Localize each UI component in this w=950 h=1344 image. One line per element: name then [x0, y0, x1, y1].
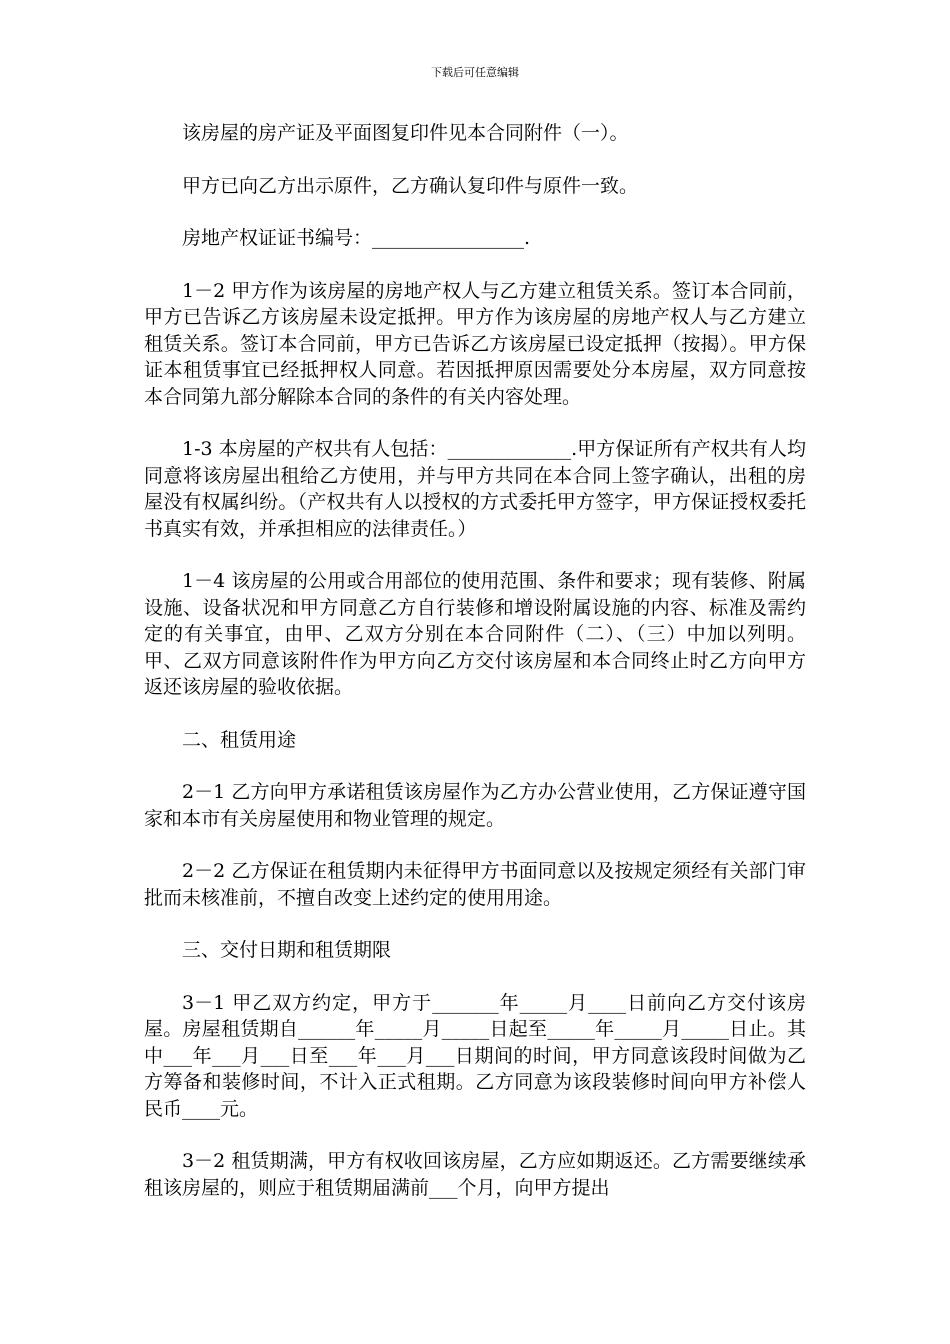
paragraph-2-1: 2－1 乙方向甲方承诺租赁该房屋作为乙方办公营业使用，乙方保证遵守国家和本市有关房屋使用和物业管理的规定。 [144, 781, 806, 830]
paragraph-1-2: 1－2 甲方作为该房屋的房地产权人与乙方建立租赁关系。签订本合同前，甲方已告诉乙方该房屋未设定抵押。甲方作为该房屋的房地产权人与乙方建立租赁关系。签订本合同前，甲方已告诉乙方该房屋已设定抵押（按揭）。甲方保证本租赁事宜已经抵押权人同意。若因抵押原因需要处分本房屋，双方同意按本合同第九部分解除本合同的条件的有关内容处理。 [144, 279, 806, 408]
paragraph-3-1: 3－1 甲乙双方约定，甲方于_______年_____月____日前向乙方交付该房屋。房屋租赁期自______年_____月_____日起至_____年_____月_____日止。其中___年___月___日至___年___月___日期间的时间，甲方同意该段时间做为乙方筹备和装修时间，不计入正式租期。乙方同意为该段装修时间向甲方补偿人民币____元。 [144, 991, 806, 1120]
document-body [144, 120, 806, 1227]
paragraph-property-cert-attachment: 该房屋的房产证及平面图复印件见本合同附件（一）。 [182, 122, 629, 144]
paragraph-1-4: 1－4 该房屋的公用或合用部位的使用范围、条件和要求；现有装修、附属设施、设备状况和甲方同意乙方自行装修和增设附属设施的内容、标准及需约定的有关事宜，由甲、乙双方分别在本合同附件（二）、（三）中加以列明。甲、乙双方同意该附件作为甲方向乙方交付该房屋和本合同终止时乙方向甲方返还该房屋的验收依据。 [144, 570, 806, 698]
section-heading-3: 三、交付日期和租赁期限 [182, 939, 392, 961]
page-header: 下载后可任意编辑 [431, 66, 519, 79]
paragraph-2-2: 2－2 乙方保证在租赁期内未征得甲方书面同意以及按规定须经有关部门审批而未核准前，不擅自改变上述约定的使用用途。 [144, 860, 806, 909]
section-heading-2: 二、租赁用途 [182, 728, 297, 751]
paragraph-3-2: 3－2 租赁期满，甲方有权收回该房屋，乙方应如期返还。乙方需要继续承租该房屋的，则应于租赁期届满前___个月，向甲方提出 [144, 1150, 806, 1199]
paragraph-1-3: 1-3 本房屋的产权共有人包括：_____________.甲方保证所有产权共有人均同意将该房屋出租给乙方使用，并与甲方共同在本合同上签字确认，出租的房屋没有权属纠纷。（产权共有人以授权的方式委托甲方签字，甲方保证授权委托书真实有效，并承担相应的法律责任。） [144, 438, 806, 540]
paragraph-cert-number: 房地产权证证书编号：________________. [182, 227, 531, 249]
paragraph-original-shown: 甲方已向乙方出示原件，乙方确认复印件与原件一致。 [182, 174, 639, 197]
